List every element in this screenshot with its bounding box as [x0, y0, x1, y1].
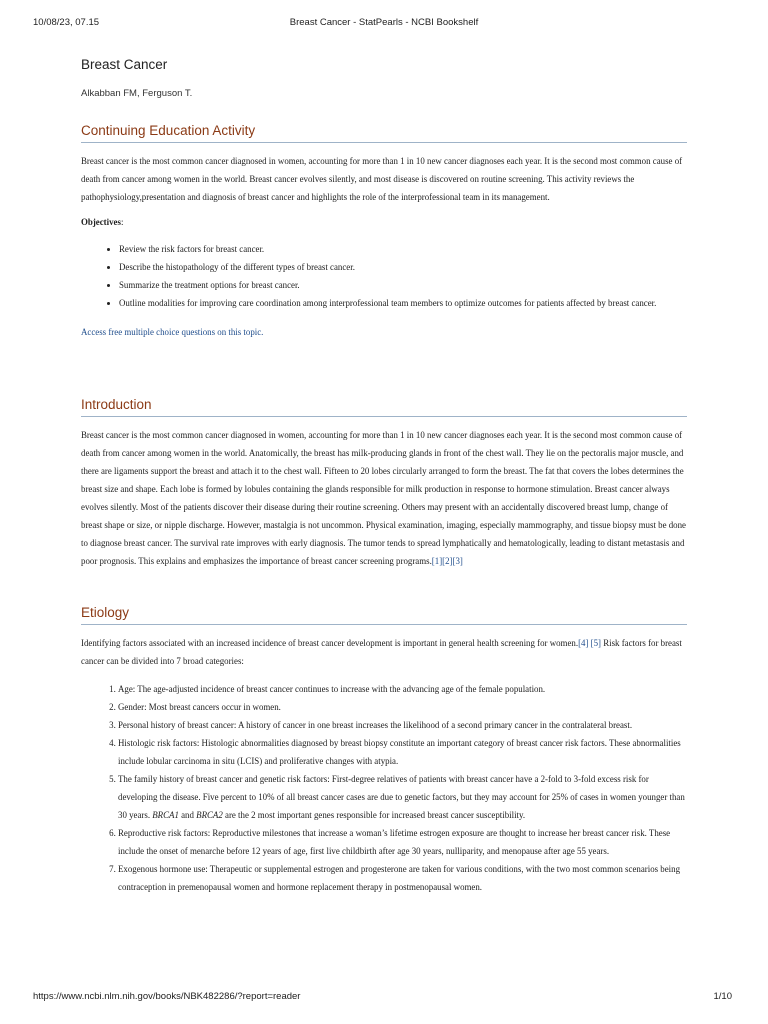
- section-heading: Introduction: [81, 396, 687, 417]
- risk-factor-item: 1. Age: The age-adjusted incidence of breast cancer continues to increase with the advancing age of the female population.: [118, 680, 687, 698]
- objective-item: • Describe the histopathology of the different types of breast cancer.: [119, 258, 687, 276]
- access-mcq-link[interactable]: Access free multiple choice questions on this topic.: [81, 327, 264, 337]
- risk-factor-item: 2. Gender: Most breast cancers occur in women.: [118, 698, 687, 716]
- risk-factor-item: 4. Histologic risk factors: Histologic abnormalities diagnosed by breast biopsy constitute an important category of breast cancer risk factors. These abnormalities include lobular carcinoma in situ (LCIS) and proliferative changes with atypia.: [118, 734, 687, 770]
- section-introduction: [81, 396, 687, 570]
- access-row: [81, 323, 687, 341]
- etiology-intro-text-2: Risk factors for breast cancer can be divided into 7 broad categories:: [81, 638, 682, 666]
- section-ce-activity: [81, 122, 687, 341]
- print-datetime: 10/08/23, 07.15: [33, 17, 100, 28]
- article-authors: Alkabban FM, Ferguson T.: [81, 88, 193, 99]
- print-header: [0, 17, 768, 31]
- section-heading: Continuing Education Activity: [81, 122, 687, 143]
- objective-item: • Review the risk factors for breast cancer.: [119, 240, 687, 258]
- reference-link[interactable]: [3]: [452, 556, 463, 566]
- reference-link[interactable]: [5]: [590, 638, 601, 648]
- objectives-list: [81, 240, 687, 312]
- factor-text: are the 2 most important genes responsible for increased breast cancer susceptibility.: [222, 810, 526, 820]
- section-etiology: [81, 604, 687, 896]
- objectives-colon: :: [120, 217, 124, 227]
- reference-link[interactable]: [1]: [431, 556, 443, 566]
- print-url: https://www.ncbi.nlm.nih.gov/books/NBK482286/?report=reader: [33, 991, 301, 1002]
- print-page-title: Breast Cancer - StatPearls - NCBI Bookshelf: [289, 17, 479, 28]
- objectives-label-text: Objectives: [81, 217, 121, 227]
- introduction-paragraph: [81, 426, 687, 570]
- risk-factor-item: 7. Exogenous hormone use: Therapeutic or supplemental estrogen and progesterone are taken for various conditions, with the two most common scenarios being contraception in premenopausal women and hormone replacement therapy in postmenopausal women.: [118, 860, 687, 896]
- etiology-intro: [81, 634, 687, 670]
- risk-factor-item: 6. Reproductive risk factors: Reproductive milestones that increase a woman’s lifetime estrogen exposure are thought to increase her breast cancer risk. These include the onset of menarche before 12 years of age, first live childbirth after age 30 years, nulliparity, and menopause after age 55 years.: [118, 824, 687, 860]
- risk-factor-list: [81, 680, 687, 896]
- print-footer: [0, 991, 768, 1005]
- print-page-number: 1/10: [713, 991, 732, 1002]
- section-heading: Etiology: [81, 604, 687, 625]
- introduction-text: Breast cancer is the most common cancer diagnosed in women, accounting for more than 1 in 10 new cancer diagnoses each year. It is the second most common cause of death from cancer among women in the world. Anatomically, the breast has milk-producing glands in front of the chest wall. They lie on the pectoralis major muscle, and there are ligaments support the breast and attach it to the chest wall. Fifteen to 20 lobes circularly arranged to form the breast. The fat that covers the lobes determines the breast size and shape. Each lobe is formed by lobules containing the glands responsible for milk production in response to hormone stimulation. Breast cancer always evolves silently. Most of the patients discover their disease during their routine screening. Others may present with an accidentally discovered breast lump, change of breast shape or size, or nipple discharge. However, mastalgia is not uncommon. Physical examination, imaging, especially mammography, and tissue biopsy must be done to diagnose breast cancer. The survival rate improves with early diagnosis. The tumor tends to spread lymphatically and hematologically, leading to distant metastasis and poor prognosis. This explains and emphasizes the importance of breast cancer screening programs.: [81, 430, 686, 566]
- gene-name: BRCA1: [152, 810, 179, 820]
- risk-factor-item: 3. Personal history of breast cancer: A history of cancer in one breast increases the likelihood of a second primary cancer in the contralateral breast.: [118, 716, 687, 734]
- risk-factor-item: [118, 770, 687, 824]
- article-title: Breast Cancer: [81, 57, 168, 72]
- etiology-intro-text: Identifying factors associated with an increased incidence of breast cancer development is important in general health screening for women.: [81, 638, 579, 648]
- reference-link[interactable]: [4]: [578, 638, 589, 648]
- ce-paragraph: Breast cancer is the most common cancer diagnosed in women, accounting for more than 1 in 10 new cancer diagnoses each year. It is the second most common cause of death from cancer among women in the world. Breast cancer evolves silently, and most disease is discovered on routine screening. This activity reviews the pathophysiology,presentation and diagnosis of breast cancer and highlights the role of the interprofessional team in its management.: [81, 156, 683, 202]
- objective-item: • Outline modalities for improving care coordination among interprofessional team members to optimize outcomes for patients affected by breast cancer.: [119, 294, 687, 312]
- objectives-label: [81, 213, 687, 231]
- factor-text: and: [178, 810, 197, 820]
- factor-text: The family history of breast cancer and genetic risk factors: First-degree relatives of patients with breast cancer have a 2-fold to 3-fold excess risk for developing the disease. Five percent to 10% of all breast cancer cases are due to genetic factors, but they may account for 25% of cases in women younger than 30 years.: [118, 774, 685, 820]
- objective-item: • Summarize the treatment options for breast cancer.: [119, 276, 687, 294]
- reference-link[interactable]: [2]: [442, 556, 453, 566]
- gene-name: BRCA2: [196, 810, 223, 820]
